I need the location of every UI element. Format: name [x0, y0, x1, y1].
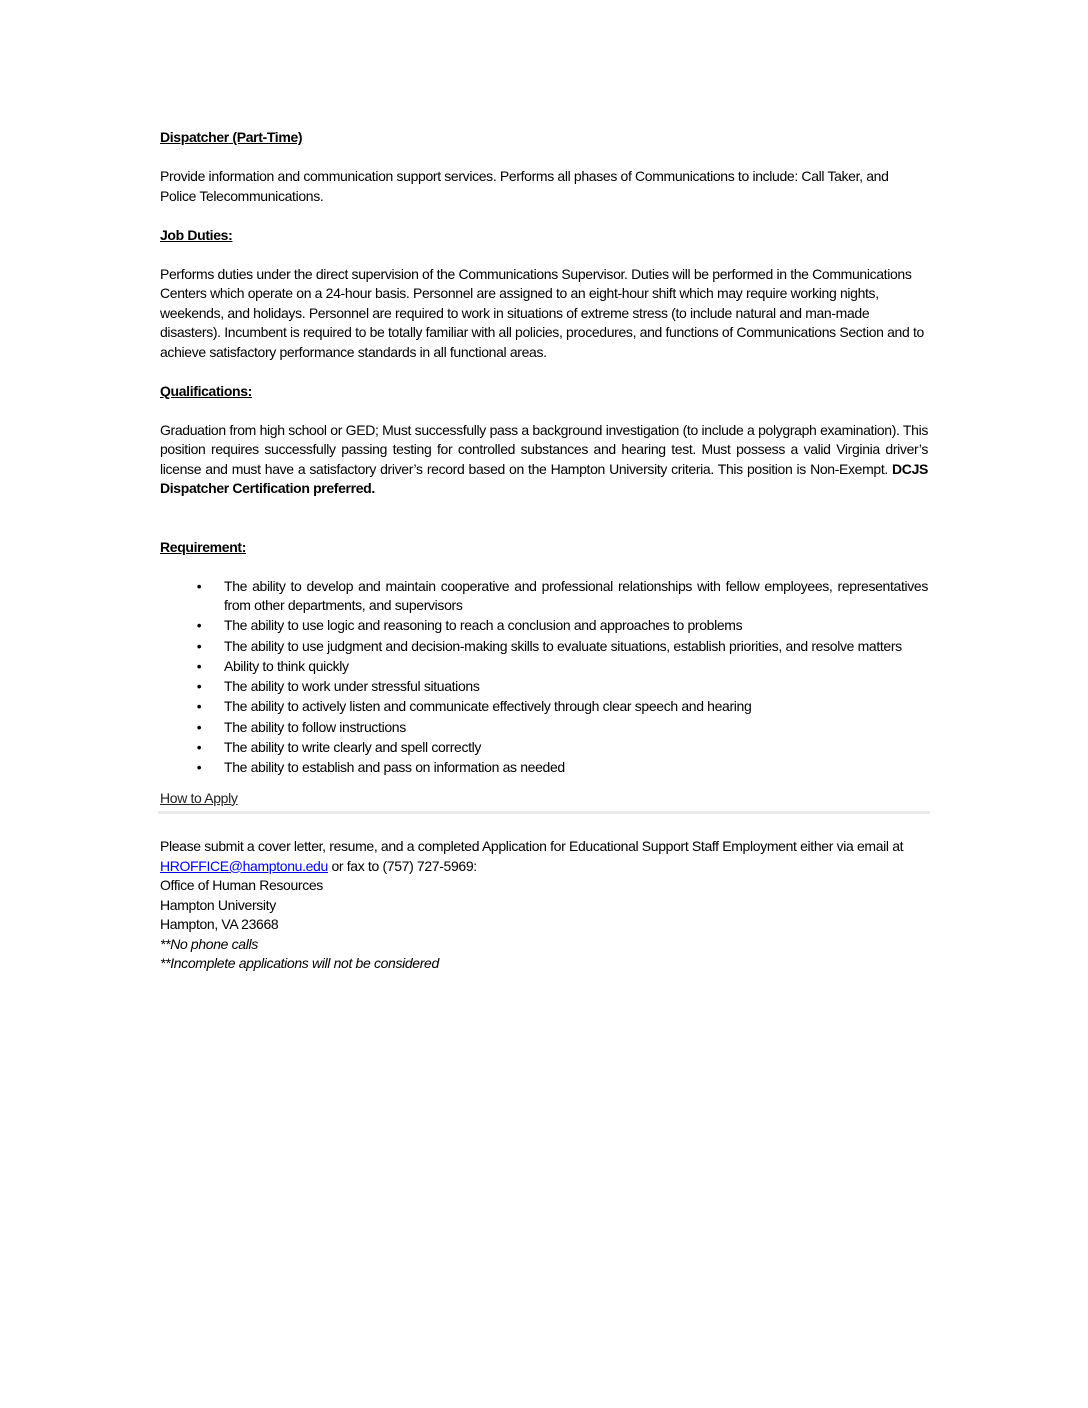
job-posting-document	[160, 128, 928, 974]
address-line: Hampton, VA 23668	[160, 916, 279, 933]
qualifications-text: Graduation from high school or GED; Must successfully pass a background investigation (to include a polygraph examination). This position requires successfully passing testing for controlled substances and hearing test. Must possess a valid Virginia driver’s license and must have a satisfactory driver’s record based on the Hampton University criteria. This position is Non-Exempt.	[160, 421, 928, 477]
list-item: • Ability to think quickly	[160, 657, 928, 677]
list-item: • The ability to use judgment and decision-making skills to evaluate situations, establish priorities, and resolve matters	[160, 637, 928, 657]
intro-paragraph: Provide information and communication support services. Performs all phases of Communications to include: Call Taker, and Police Telecommunications.	[160, 168, 889, 204]
bullet-icon: •	[196, 698, 202, 715]
list-item: • The ability to actively listen and communicate effectively through clear speech and hearing	[160, 697, 928, 717]
requirement-heading: Requirement:	[160, 538, 247, 555]
bullet-icon: •	[196, 739, 202, 756]
bullet-icon: •	[196, 637, 202, 654]
job-duties-heading: Job Duties:	[160, 226, 233, 243]
note-incomplete-applications: **Incomplete applications will not be considered	[160, 955, 439, 972]
certification-preferred: DCJS Dispatcher Certification preferred.	[160, 460, 928, 496]
bullet-icon: •	[196, 718, 202, 735]
email-link[interactable]: HROFFICE@hamptonu.edu	[160, 857, 328, 874]
job-duties-paragraph: Performs duties under the direct supervision of the Communications Supervisor. Duties will be performed in the Communications Centers which operate on a 24-hour basis. Personnel are assigned to an eight-hour shift which may require working nights, weekends, and holidays. Personnel are required to work in situations of extreme stress (to include natural and man-made disasters). Incumbent is required to be totally familiar with all policies, procedures, and functions of Communications Section and to achieve satisfactory performance standards in all functional areas.	[160, 265, 924, 360]
requirement-list	[160, 577, 928, 778]
list-item: • The ability to follow instructions	[160, 718, 928, 738]
job-title: Dispatcher (Part-Time)	[160, 129, 303, 145]
list-item: • The ability to develop and maintain cooperative and professional relationships with fellow employees, representatives from other departments, and supervisors	[160, 577, 928, 616]
note-no-phone-calls: **No phone calls	[160, 935, 258, 952]
bullet-icon: •	[196, 678, 202, 695]
how-to-apply-heading: How to Apply	[160, 789, 238, 806]
qualifications-heading: Qualifications:	[160, 382, 252, 399]
list-item: • The ability to establish and pass on information as needed	[160, 758, 928, 778]
address-line: Office of Human Resources	[160, 877, 323, 894]
list-item: • The ability to write clearly and spell correctly	[160, 738, 928, 758]
bullet-icon: •	[196, 617, 202, 634]
apply-instructions: Please submit a cover letter, resume, and a completed Application for Educational Support Staff Employment either via email at HROFFICE@hamptonu.edu or fax to (757) 727-5969:	[160, 838, 904, 874]
bullet-icon: •	[196, 759, 202, 776]
list-item: • The ability to work under stressful situations	[160, 677, 928, 697]
address-line: Hampton University	[160, 896, 276, 913]
qualifications-paragraph	[160, 421, 928, 499]
list-item: • The ability to use logic and reasoning to reach a conclusion and approaches to problems	[160, 616, 928, 636]
bullet-icon: •	[196, 577, 202, 594]
bullet-icon: •	[196, 657, 202, 674]
